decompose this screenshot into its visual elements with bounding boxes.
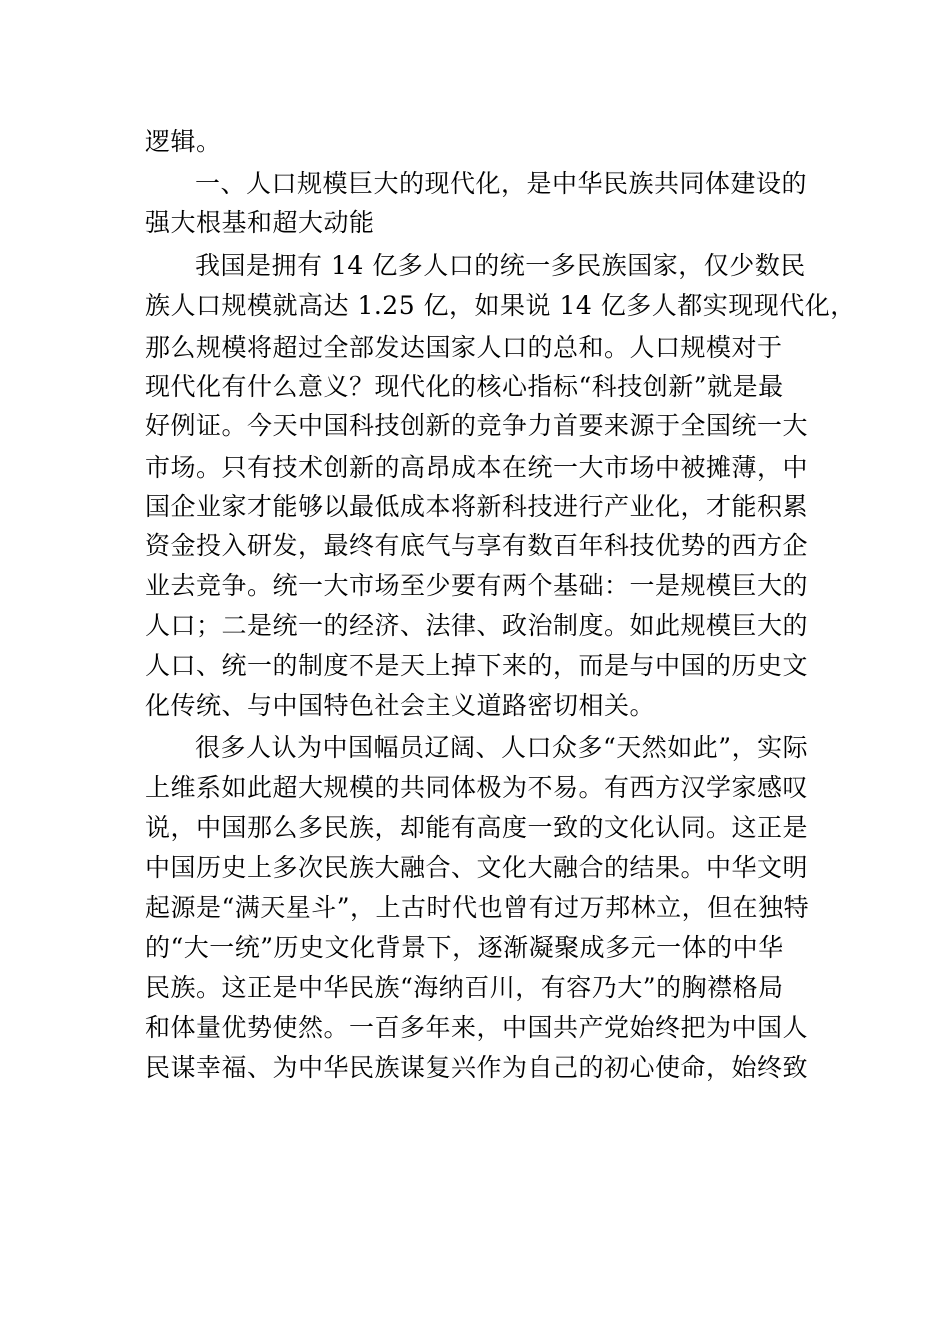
text-line: 民谋幸福、为中华民族谋复兴作为自己的初心使命，始终致 [145, 1053, 809, 1082]
text-line: 化传统、与中国特色社会主义道路密切相关。 [145, 691, 656, 720]
section-heading-line: 强大根基和超大动能 [145, 208, 375, 237]
text-line: 的“大一统”历史文化背景下，逐渐凝聚成多元一体的中华 [145, 933, 784, 962]
text-line: 国企业家才能够以最低成本将新科技进行产业化，才能积累 [145, 492, 809, 521]
text-line: 逻辑。 [145, 127, 222, 156]
text-line: 现代化有什么意义？现代化的核心指标“科技创新”就是最 [145, 372, 784, 401]
text-line: 上维系如此超大规模的共同体极为不易。有西方汉学家感叹 [145, 773, 809, 802]
text-line: 业去竞争。统一大市场至少要有两个基础：一是规模巨大的 [145, 571, 809, 600]
text-line: 说，中国那么多民族，却能有高度一致的文化认同。这正是 [145, 813, 809, 842]
text-line: 族人口规模就高达 1.25 亿，如果说 14 亿多人都实现现代化， [145, 291, 856, 320]
text-line: 那么规模将超过全部发达国家人口的总和。人口规模对于 [145, 333, 783, 362]
text-line: 中国历史上多次民族大融合、文化大融合的结果。中华文明 [145, 853, 809, 882]
text-line: 民族。这正是中华民族“海纳百川，有容乃大”的胸襟格局 [145, 973, 784, 1002]
text-line: 好例证。今天中国科技创新的竞争力首要来源于全国统一大 [145, 411, 809, 440]
text-line: 人口、统一的制度不是天上掉下来的，而是与中国的历史文 [145, 651, 809, 680]
section-heading-line: 一、人口规模巨大的现代化，是中华民族共同体建设的 [195, 169, 808, 198]
text-line: 人口；二是统一的经济、法律、政治制度。如此规模巨大的 [145, 611, 809, 640]
text-line: 我国是拥有 14 亿多人口的统一多民族国家，仅少数民 [195, 251, 806, 280]
text-line: 很多人认为中国幅员辽阔、人口众多“天然如此”，实际 [195, 733, 809, 762]
text-line: 资金投入研发，最终有底气与享有数百年科技优势的西方企 [145, 531, 809, 560]
text-line: 和体量优势使然。一百多年来，中国共产党始终把为中国人 [145, 1013, 809, 1042]
text-line: 起源是“满天星斗”，上古时代也曾有过万邦林立，但在独特 [145, 893, 810, 922]
text-line: 市场。只有技术创新的高昂成本在统一大市场中被摊薄，中 [145, 453, 809, 482]
